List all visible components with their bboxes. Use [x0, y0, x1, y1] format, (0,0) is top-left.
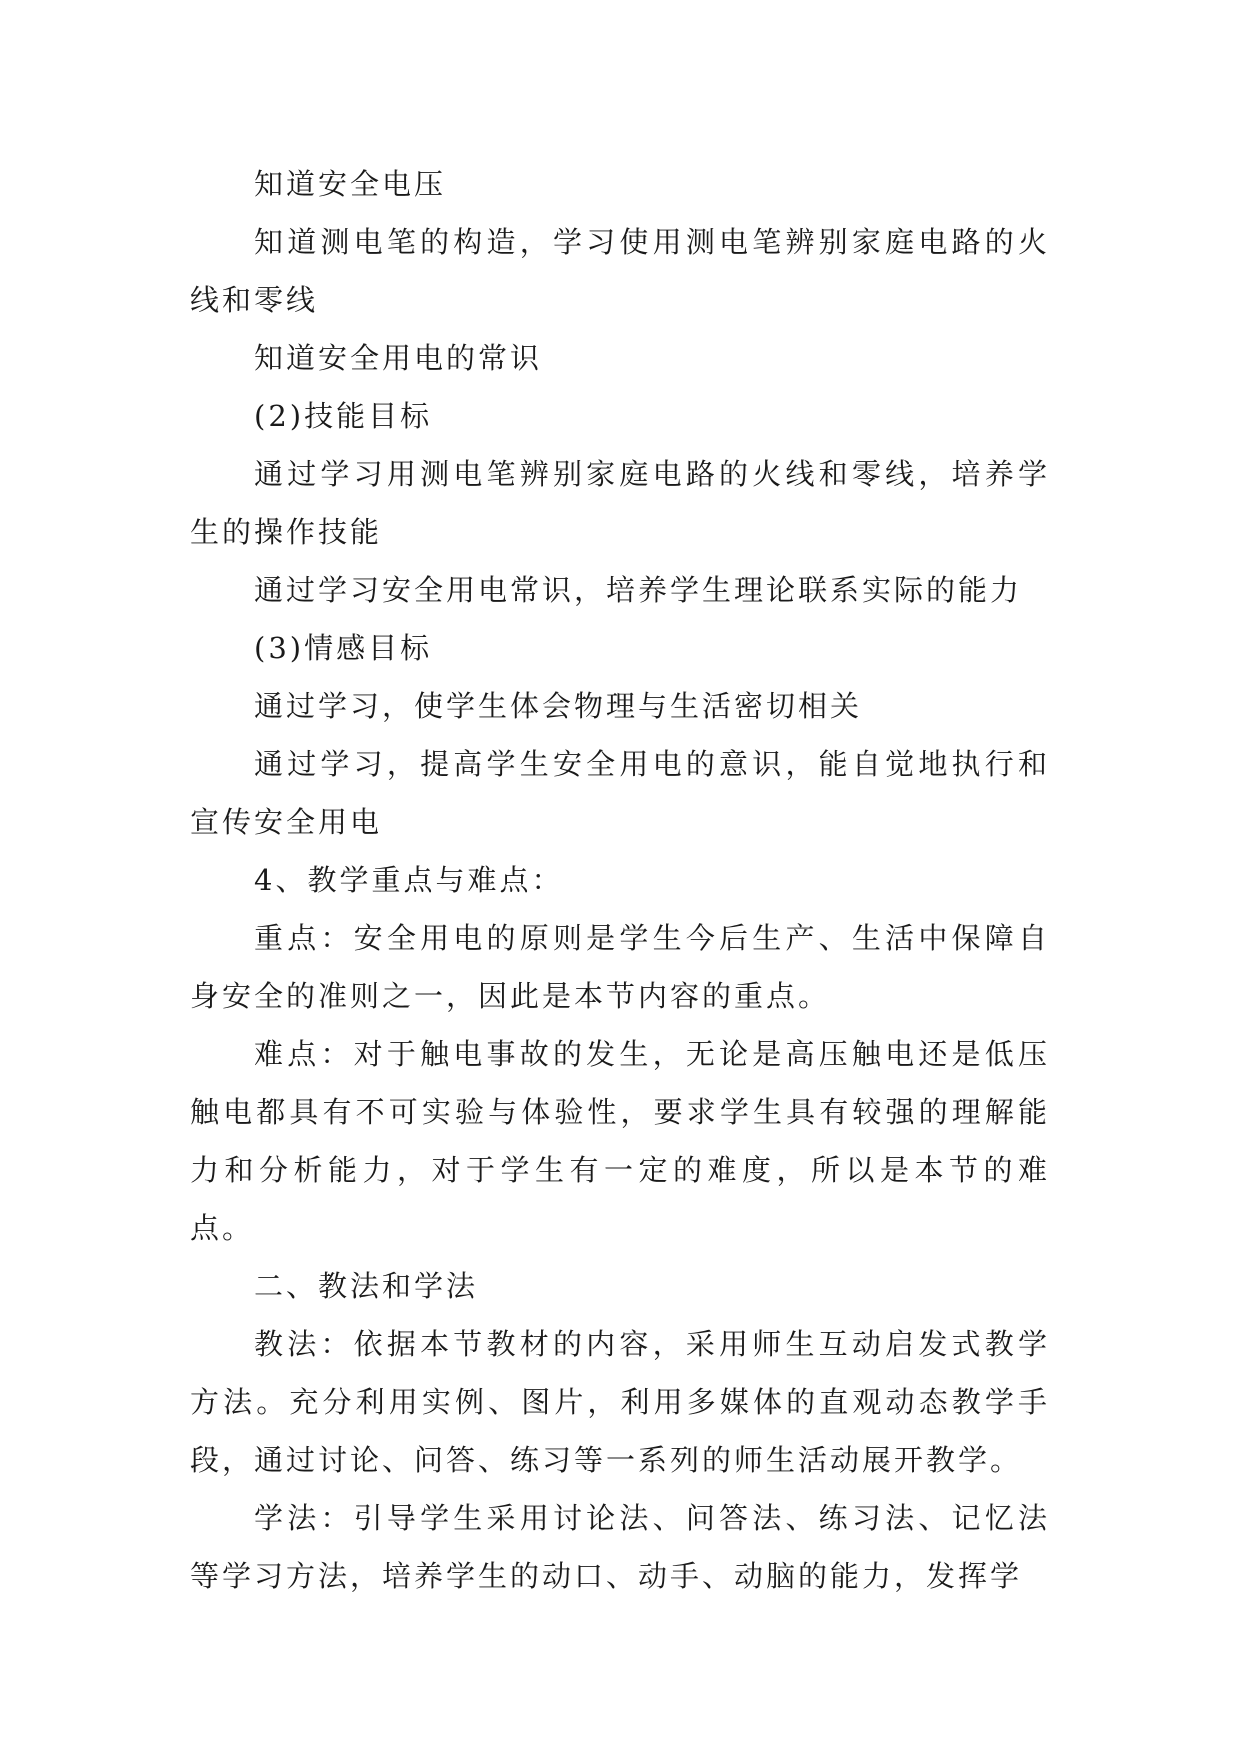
document-body [190, 155, 1050, 1605]
paragraph-emotion-1: 通过学习，使学生体会物理与生活密切相关 [254, 689, 863, 723]
paragraph-test-pen: 知道测电笔的构造，学习使用测电笔辨别家庭电路的火线和零线 [190, 225, 1050, 317]
heading-emotion-goals: (3)情感目标 [254, 631, 433, 665]
heading-skill-goals: (2)技能目标 [254, 399, 433, 433]
heading-methods: 二、教法和学法 [254, 1269, 479, 1303]
paragraph-skill-2: 通过学习安全用电常识，培养学生理论联系实际的能力 [254, 573, 1023, 607]
paragraph-safety-knowledge: 知道安全用电的常识 [254, 341, 543, 375]
paragraph-emotion-2: 通过学习，提高学生安全用电的意识，能自觉地执行和宣传安全用电 [190, 747, 1050, 839]
paragraph-difficult-point: 难点：对于触电事故的发生，无论是高压触电还是低压触电都具有不可实验与体验性，要求学生具有较强的理解能力和分析能力，对于学生有一定的难度，所以是本节的难点。 [190, 1037, 1050, 1245]
paragraph-teaching-method: 教法：依据本节教材的内容，采用师生互动启发式教学方法。充分利用实例、图片，利用多媒体的直观动态教学手段，通过讨论、问答、练习等一系列的师生活动展开教学。 [190, 1327, 1050, 1477]
paragraph-safe-voltage: 知道安全电压 [254, 167, 447, 201]
paragraph-learning-method: 学法：引导学生采用讨论法、问答法、练习法、记忆法等学习方法，培养学生的动口、动手、动脑的能力，发挥学 [190, 1501, 1050, 1593]
paragraph-skill-1: 通过学习用测电笔辨别家庭电路的火线和零线，培养学生的操作技能 [190, 457, 1050, 549]
heading-key-points: 4、教学重点与难点： [254, 863, 564, 897]
paragraph-key-point: 重点：安全用电的原则是学生今后生产、生活中保障自身安全的准则之一，因此是本节内容的重点。 [190, 921, 1050, 1013]
